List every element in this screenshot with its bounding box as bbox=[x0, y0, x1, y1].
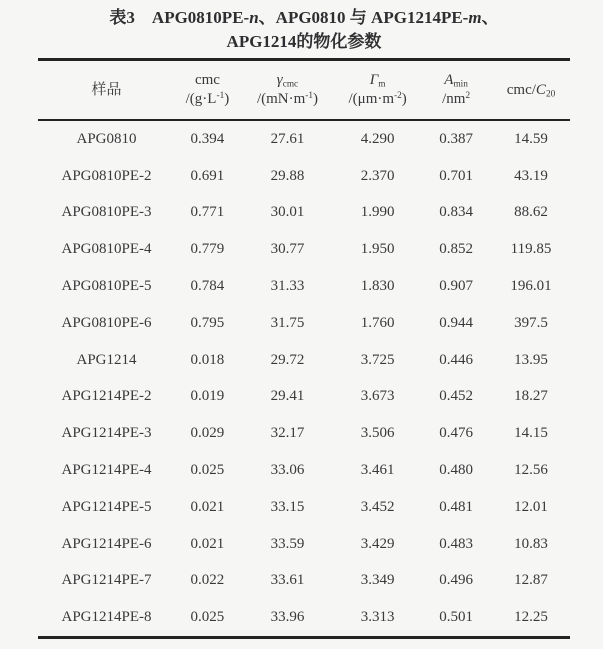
value-cell: 1.950 bbox=[360, 241, 395, 258]
sample-name-cell: APG0810PE-6 bbox=[61, 314, 152, 331]
header-symbol bbox=[175, 71, 240, 90]
value-cell: 3.429 bbox=[360, 535, 395, 552]
table-row bbox=[38, 158, 570, 195]
text-run: min bbox=[453, 79, 468, 90]
table-row bbox=[38, 452, 570, 489]
header-symbol bbox=[492, 81, 570, 100]
header-unit bbox=[335, 90, 420, 109]
value-cell: 1.830 bbox=[360, 278, 395, 295]
sample-name-cell: APG1214PE-2 bbox=[61, 388, 152, 405]
value-cell: 0.691 bbox=[190, 167, 225, 184]
value-cell: 43.19 bbox=[514, 167, 548, 184]
header-symbol bbox=[240, 71, 335, 90]
value-cell: 3.452 bbox=[360, 498, 395, 515]
value-cell: 30.01 bbox=[270, 204, 305, 221]
value-cell: 29.72 bbox=[270, 351, 305, 368]
physicochemical-parameters-table bbox=[38, 6, 570, 639]
text-run: /(mN·m bbox=[256, 91, 306, 107]
value-cell: 88.62 bbox=[514, 204, 548, 221]
value-cell: 119.85 bbox=[510, 241, 552, 258]
text-run: -2 bbox=[394, 90, 402, 101]
value-cell: 0.496 bbox=[439, 572, 473, 589]
value-cell: 3.313 bbox=[360, 609, 395, 626]
header-unit bbox=[420, 90, 492, 109]
sample-name-cell: APG1214PE-4 bbox=[61, 462, 152, 479]
value-cell: 2.370 bbox=[360, 167, 395, 184]
value-cell: 33.15 bbox=[270, 498, 305, 515]
text-run: -1 bbox=[216, 90, 225, 101]
sample-name-cell: APG0810PE-3 bbox=[61, 204, 152, 221]
text-run: n bbox=[249, 8, 259, 27]
text-run: /(μm·m bbox=[348, 91, 395, 107]
value-cell: 0.834 bbox=[439, 204, 473, 221]
text-run: cmc bbox=[282, 79, 299, 90]
table-row bbox=[38, 342, 570, 379]
table-row bbox=[38, 120, 570, 158]
table-title-line2 bbox=[38, 30, 570, 54]
value-cell: 30.77 bbox=[270, 241, 305, 258]
value-cell: 0.701 bbox=[439, 167, 473, 184]
sample-name-cell: APG1214PE-5 bbox=[61, 498, 152, 515]
value-cell: 33.06 bbox=[270, 462, 305, 479]
text-run: A bbox=[444, 72, 454, 88]
value-cell: 1.990 bbox=[360, 204, 395, 221]
value-cell: 18.27 bbox=[514, 388, 548, 405]
value-cell: 13.95 bbox=[514, 351, 548, 368]
text-run: /(g·L bbox=[185, 91, 217, 107]
table-row bbox=[38, 599, 570, 637]
value-cell: 12.87 bbox=[514, 572, 548, 589]
value-cell: 0.029 bbox=[190, 425, 225, 442]
value-cell: 397.5 bbox=[514, 314, 548, 331]
value-cell: 0.907 bbox=[439, 278, 473, 295]
header-cell-cmc bbox=[175, 60, 240, 121]
text-run: /nm bbox=[442, 91, 466, 107]
header-symbol bbox=[335, 71, 420, 90]
table-row bbox=[38, 563, 570, 600]
table-header bbox=[38, 60, 570, 121]
value-cell: 0.779 bbox=[190, 241, 225, 258]
value-cell: 0.501 bbox=[439, 609, 473, 626]
text-run: APG1214的物化参数 bbox=[226, 32, 382, 51]
value-cell: 0.018 bbox=[190, 351, 225, 368]
table-title-line1 bbox=[38, 6, 570, 30]
value-cell: 12.01 bbox=[514, 498, 548, 515]
value-cell: 27.61 bbox=[270, 130, 305, 147]
text-run: m bbox=[378, 79, 386, 90]
header-row bbox=[38, 60, 570, 121]
text-run: C bbox=[535, 81, 546, 98]
text-run: -1 bbox=[305, 90, 314, 101]
text-run: γ bbox=[276, 72, 283, 88]
value-cell: 1.760 bbox=[360, 314, 395, 331]
value-cell: 33.61 bbox=[270, 572, 305, 589]
value-cell: 3.673 bbox=[360, 388, 395, 405]
text-run: Γ bbox=[369, 72, 379, 88]
value-cell: 0.476 bbox=[439, 425, 473, 442]
value-cell: 29.88 bbox=[270, 167, 305, 184]
value-cell: 0.480 bbox=[439, 462, 473, 479]
table-row bbox=[38, 489, 570, 526]
table-row bbox=[38, 195, 570, 232]
text-run: 、APG0810 与 APG1214PE- bbox=[258, 8, 469, 27]
value-cell: 0.394 bbox=[190, 130, 225, 147]
header-symbol bbox=[420, 71, 492, 90]
text-run: ) bbox=[224, 91, 230, 107]
table-row bbox=[38, 526, 570, 563]
value-cell: 0.025 bbox=[190, 462, 225, 479]
header-unit bbox=[175, 90, 240, 109]
table-row bbox=[38, 379, 570, 416]
text-run: 样品 bbox=[91, 81, 122, 98]
sample-name-cell: APG0810PE-4 bbox=[61, 241, 152, 258]
value-cell: 33.96 bbox=[270, 609, 305, 626]
table-row bbox=[38, 305, 570, 342]
sample-name-cell: APG0810PE-2 bbox=[61, 167, 152, 184]
text-run: 表3 APG0810PE- bbox=[109, 8, 250, 27]
text-run: cmc bbox=[194, 72, 220, 88]
value-cell: 0.387 bbox=[439, 130, 473, 147]
sample-name-cell: APG1214 bbox=[76, 351, 137, 368]
value-cell: 4.290 bbox=[360, 130, 395, 147]
value-cell: 0.021 bbox=[190, 498, 225, 515]
value-cell: 0.452 bbox=[439, 388, 473, 405]
value-cell: 12.25 bbox=[514, 609, 548, 626]
value-cell: 0.025 bbox=[190, 609, 225, 626]
header-symbol bbox=[38, 81, 175, 100]
text-run: 2 bbox=[465, 90, 471, 101]
value-cell: 0.021 bbox=[190, 535, 225, 552]
text-run: 、 bbox=[481, 8, 499, 27]
table-body bbox=[38, 120, 570, 638]
value-cell: 0.784 bbox=[190, 278, 225, 295]
value-cell: 31.75 bbox=[270, 314, 305, 331]
header-cell-sample bbox=[38, 60, 175, 121]
header-cell-cmc-c20 bbox=[492, 60, 570, 121]
value-cell: 3.506 bbox=[360, 425, 395, 442]
text-run: ) bbox=[401, 91, 407, 107]
table-title bbox=[38, 6, 570, 54]
value-cell: 3.725 bbox=[360, 351, 395, 368]
value-cell: 3.461 bbox=[360, 462, 395, 479]
text-run: ) bbox=[313, 91, 319, 107]
value-cell: 0.852 bbox=[439, 241, 473, 258]
text-run: 20 bbox=[545, 88, 556, 99]
text-run: m bbox=[468, 8, 482, 27]
header-cell-gamma-cmc bbox=[240, 60, 335, 121]
header-unit bbox=[240, 90, 335, 109]
value-cell: 0.446 bbox=[439, 351, 473, 368]
value-cell: 0.483 bbox=[439, 535, 473, 552]
value-cell: 0.481 bbox=[439, 498, 473, 515]
value-cell: 31.33 bbox=[270, 278, 305, 295]
sample-name-cell: APG1214PE-3 bbox=[61, 425, 152, 442]
data-table bbox=[38, 58, 570, 639]
table-row bbox=[38, 415, 570, 452]
value-cell: 14.15 bbox=[514, 425, 548, 442]
value-cell: 10.83 bbox=[514, 535, 548, 552]
sample-name-cell: APG1214PE-6 bbox=[61, 535, 152, 552]
value-cell: 196.01 bbox=[510, 278, 552, 295]
value-cell: 29.41 bbox=[270, 388, 305, 405]
value-cell: 0.019 bbox=[190, 388, 225, 405]
value-cell: 33.59 bbox=[270, 535, 305, 552]
value-cell: 3.349 bbox=[360, 572, 395, 589]
sample-name-cell: APG0810 bbox=[76, 130, 137, 147]
sample-name-cell: APG1214PE-8 bbox=[61, 609, 152, 626]
header-cell-a-min bbox=[420, 60, 492, 121]
value-cell: 12.56 bbox=[514, 462, 548, 479]
header-cell-gamma-m bbox=[335, 60, 420, 121]
value-cell: 0.944 bbox=[439, 314, 473, 331]
value-cell: 0.022 bbox=[190, 572, 225, 589]
sample-name-cell: APG0810PE-5 bbox=[61, 278, 152, 295]
value-cell: 0.795 bbox=[190, 314, 225, 331]
text-run: cmc/ bbox=[506, 81, 536, 98]
table-row bbox=[38, 231, 570, 268]
table-row bbox=[38, 268, 570, 305]
value-cell: 32.17 bbox=[270, 425, 305, 442]
sample-name-cell: APG1214PE-7 bbox=[61, 572, 152, 589]
value-cell: 0.771 bbox=[190, 204, 225, 221]
value-cell: 14.59 bbox=[514, 130, 548, 147]
